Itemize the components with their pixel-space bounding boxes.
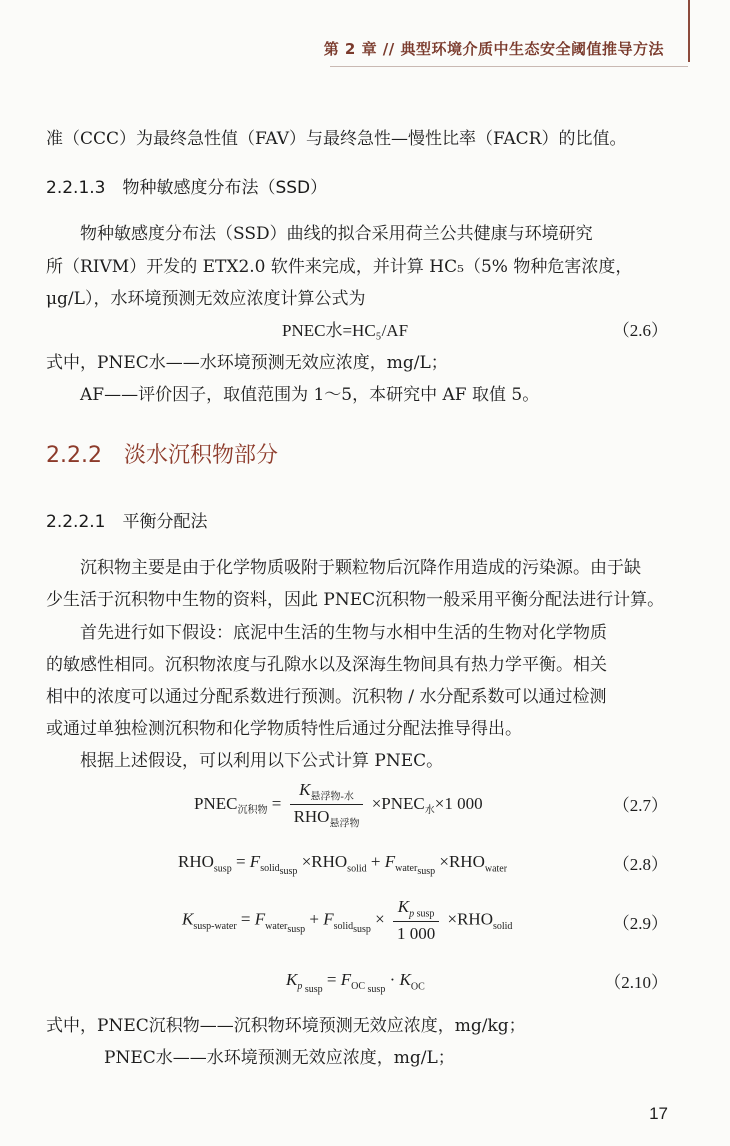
equation-2-6: PNEC水=HC₅/AF	[282, 321, 409, 340]
equation-number: （2.9）	[612, 914, 668, 933]
equation-number: （2.7）	[612, 796, 668, 815]
text-line: 式中，PNEC沉积物——沉积物环境预测无效应浓度，mg/kg；	[46, 1016, 526, 1036]
text-line: AF——评价因子，取值范围为 1～5，本研究中 AF 取值 5。	[80, 385, 540, 405]
equation-number: （2.10）	[604, 973, 668, 992]
running-header: 第 2 章 // 典型环境介质中生态安全阈值推导方法	[323, 40, 664, 58]
header-rule	[330, 66, 688, 67]
text-line: 根据上述假设，可以利用以下公式计算 PNEC。	[80, 751, 444, 771]
page-number: 17	[649, 1104, 668, 1123]
text-line: 物种敏感度分布法（SSD）曲线的拟合采用荷兰公共健康与环境研究	[80, 224, 593, 244]
heading-2221: 2.2.2.1 平衡分配法	[46, 512, 208, 532]
text-line: μg/L），水环境预测无效应浓度计算公式为	[46, 289, 366, 309]
equation-number: （2.6）	[612, 321, 668, 340]
text-line: 式中，PNEC水——水环境预测无效应浓度，mg/L；	[46, 353, 448, 373]
text-line: 所（RIVM）开发的 ETX2.0 软件来完成，并计算 HC₅（5% 物种危害浓度，	[46, 257, 633, 277]
equation-2-9: $K_{susp-water} = F_{water_{susp}} + F_{solid_{susp}}$ × $\frac{K_{p susp}}{1 000}$ $\times RHO_{solid}$	[182, 897, 513, 944]
text-line: 准（CCC）为最终急性值（FAV）与最终急性—慢性比率（FACR）的比值。	[46, 129, 627, 149]
text-line: 相中的浓度可以通过分配系数进行预测。沉积物 / 水分配系数可以通过检测	[46, 687, 607, 707]
text-line: 沉积物主要是由于化学物质吸附于颗粒物后沉降作用造成的污染源。由于缺	[80, 558, 641, 578]
equation-2-7: $PNEC_{沉积物}$ = $\frac{K_{悬浮物-水}}{RHO_{悬浮物}}$ $\times PNEC_水\times 1$ 000	[194, 780, 483, 830]
equation-number: （2.8）	[612, 855, 668, 874]
text-line: PNEC水——水环境预测无效应浓度，mg/L；	[104, 1048, 455, 1068]
text-line: 或通过单独检测沉积物和化学物质特性后通过分配法推导得出。	[46, 719, 522, 739]
heading-2213: 2.2.1.3 物种敏感度分布法（SSD）	[46, 178, 328, 198]
text-line: 首先进行如下假设：底泥中生活的生物与水相中生活的生物对化学物质	[80, 623, 607, 643]
text-line: 少生活于沉积物中生物的资料，因此 PNEC沉积物一般采用平衡分配法进行计算。	[46, 590, 665, 610]
header-rule-vertical	[688, 0, 690, 62]
equation-2-10: $K_{p _{susp}} = F_{OC _{susp}} \cdot K_{OC}$	[286, 970, 425, 996]
text-line: 的敏感性相同。沉积物浓度与孔隙水以及深海生物间具有热力学平衡。相关	[46, 655, 607, 675]
equation-2-8: $RHO_{susp} = F_{solid_{susp}} \times RHO_{solid} + F_{water_{susp}} \times RHO_{water}$	[178, 852, 508, 878]
heading-222: 2.2.2 淡水沉积物部分	[46, 443, 278, 468]
